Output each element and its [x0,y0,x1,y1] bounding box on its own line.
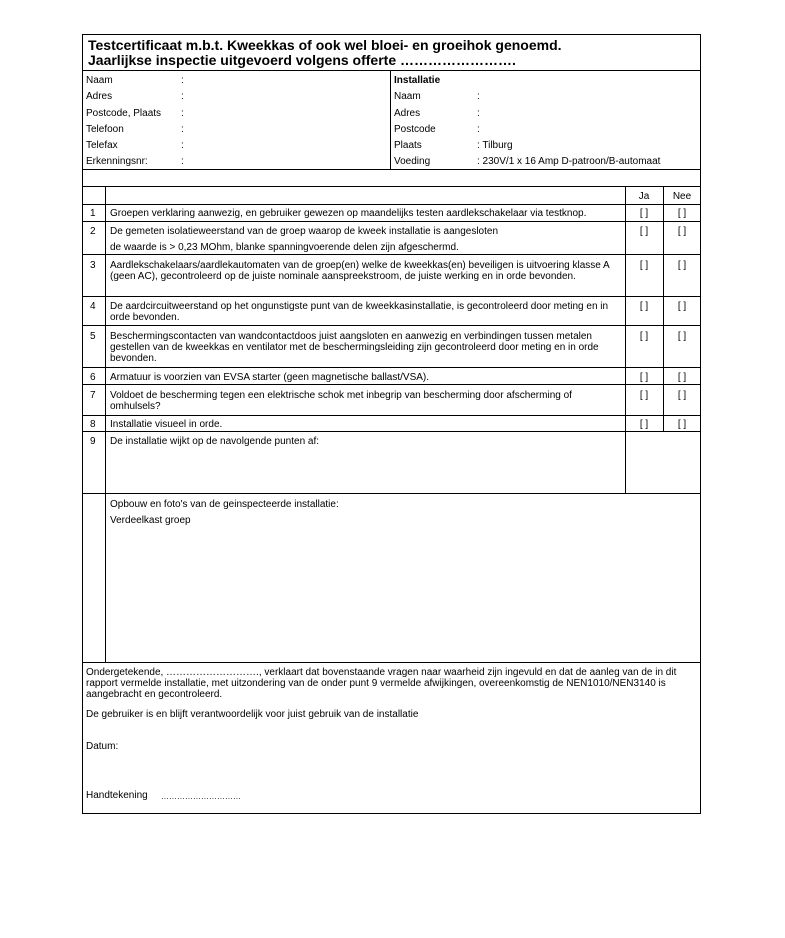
row-text-line2: de waarde is > 0,23 MOhm, blanke spanningvoerende delen zijn afgeschermd. [110,242,459,253]
checkbox-ja-7[interactable]: [ ] [639,390,649,401]
row-text: Installatie visueel in orde. [110,419,223,430]
divider [83,70,700,71]
divider [83,186,700,187]
row-text: Aardlekschakelaars/aardlekautomaten van de groep(en) welke de kweekkas(en) beveiligen is uitvoering klasse A (geen AC), gecontroleerd op de juiste nominale aanspreekstroom, de juiste werking en in orde bevonden. [110,260,610,282]
row-text: De installatie wijkt op de navolgende punten af: [110,436,320,447]
checkbox-ja-5[interactable]: [ ] [639,331,649,342]
divider [83,493,700,494]
client-label-erkenningsnr: Erkenningsnr: [86,156,148,167]
row-number: 7 [90,390,96,401]
row-number: 4 [90,301,96,312]
installation-label-voeding: Voeding [394,156,431,167]
client-sep: : [181,124,184,135]
client-label-naam: Naam [86,75,113,86]
row-number: 1 [90,208,96,219]
checkbox-nee-5[interactable]: [ ] [677,331,687,342]
row-text: Beschermingscontacten van wandcontactdoos juist aangsloten en aanwezig en verbindingen tussen metalen gestellen van de kweekkas en ventilator met de beschermingsleiding zijn gecontroleerd door meting en in orde bevonden. [110,331,599,364]
certificate-sheet [82,34,701,814]
installation-label-plaats: Plaats [394,140,422,151]
divider [83,254,700,255]
photos-heading: Opbouw en foto's van de geinspecteerde installatie: [110,499,339,510]
divider [390,70,391,169]
checkbox-ja-3[interactable]: [ ] [639,260,649,271]
client-sep: : [181,75,184,86]
date-label: Datum: [86,741,119,752]
checkbox-ja-4[interactable]: [ ] [639,301,649,312]
client-sep: : [181,91,184,102]
checkbox-nee-4[interactable]: [ ] [677,301,687,312]
checkbox-nee-2[interactable]: [ ] [677,226,687,237]
installation-heading: Installatie [394,75,441,86]
installation-sep: : [477,91,480,102]
checkbox-nee-3[interactable]: [ ] [677,260,687,271]
signature-field[interactable]: ………………………… [161,792,241,801]
installation-value-plaats: : Tilburg [477,140,513,151]
installation-label-naam: Naam [394,91,421,102]
divider [83,296,700,297]
row-number: 6 [90,372,96,383]
certificate-title: Testcertificaat m.b.t. Kweekkas of ook wel bloei- en groeihok genoemd. [88,37,562,53]
divider [83,204,700,205]
column-header-nee: Nee [672,191,692,202]
client-label-telefoon: Telefoon [86,124,124,135]
checkbox-ja-6[interactable]: [ ] [639,372,649,383]
row-text: Armatuur is voorzien van EVSA starter (geen magnetische ballast/VSA). [110,372,430,383]
divider [83,431,700,432]
row-number: 8 [90,419,96,430]
checkbox-ja-8[interactable]: [ ] [639,419,649,430]
row-number: 5 [90,331,96,342]
checkbox-nee-6[interactable]: [ ] [677,372,687,383]
client-sep: : [181,140,184,151]
photos-subheading: Verdeelkast groep [110,515,191,526]
client-label-adres: Adres [86,91,113,102]
column-header-ja: Ja [638,191,650,202]
client-label-postcode: Postcode, Plaats [86,108,162,119]
divider [83,221,700,222]
installation-sep: : [477,108,480,119]
checkbox-nee-7[interactable]: [ ] [677,390,687,401]
certificate-subtitle: Jaarlijkse inspectie uitgevoerd volgens offerte ……………………. [88,52,516,68]
row-number: 9 [90,436,96,447]
row-text: De gemeten isolatieweerstand van de groep waarop de kweek installatie is aangesloten [110,226,499,237]
responsibility-text: De gebruiker is en blijft verantwoordelijk voor juist gebruik van de installatie [86,709,419,720]
client-sep: : [181,156,184,167]
installation-sep: : [477,124,480,135]
row-text: Groepen verklaring aanwezig, en gebruiker gewezen op maandelijks testen aardlekschakelaar via testknop. [110,208,587,219]
row-text: Voldoet de bescherming tegen een elektrische schok met inbegrip van bescherming door afscherming of omhulsels? [110,390,572,412]
checkbox-nee-8[interactable]: [ ] [677,419,687,430]
divider [83,384,700,385]
divider [83,169,700,170]
installation-value-voeding: : 230V/1 x 16 Amp D-patroon/B-automaat [477,156,661,167]
divider [83,325,700,326]
checkbox-ja-2[interactable]: [ ] [639,226,649,237]
installation-label-adres: Adres [394,108,421,119]
row-number: 3 [90,260,96,271]
divider [83,662,700,663]
signature-label: Handtekening [86,790,148,801]
divider [105,186,106,662]
checkbox-ja-1[interactable]: [ ] [639,208,649,219]
client-label-telefax: Telefax [86,140,118,151]
row-number: 2 [90,226,96,237]
checkbox-nee-1[interactable]: [ ] [677,208,687,219]
row-text: De aardcircuitweerstand op het ongunstigste punt van de kweekkasinstallatie, is gecontroleerd door meting en in orde bevonden. [110,301,609,323]
client-sep: : [181,108,184,119]
divider [83,415,700,416]
installation-label-postcode: Postcode [394,124,436,135]
declaration-text: Ondergetekende, ………………………., verklaart dat bovenstaande vragen naar waarheid zijn ingevuld en dat de aanleg van de in dit rapport vermelde installatie, met uitzondering van de onder punt 9 vermelde afwijkingen, overeenkomstig de NEN1010/NEN3140 is aangebracht en gecontroleerd. [86,667,677,700]
divider [83,367,700,368]
